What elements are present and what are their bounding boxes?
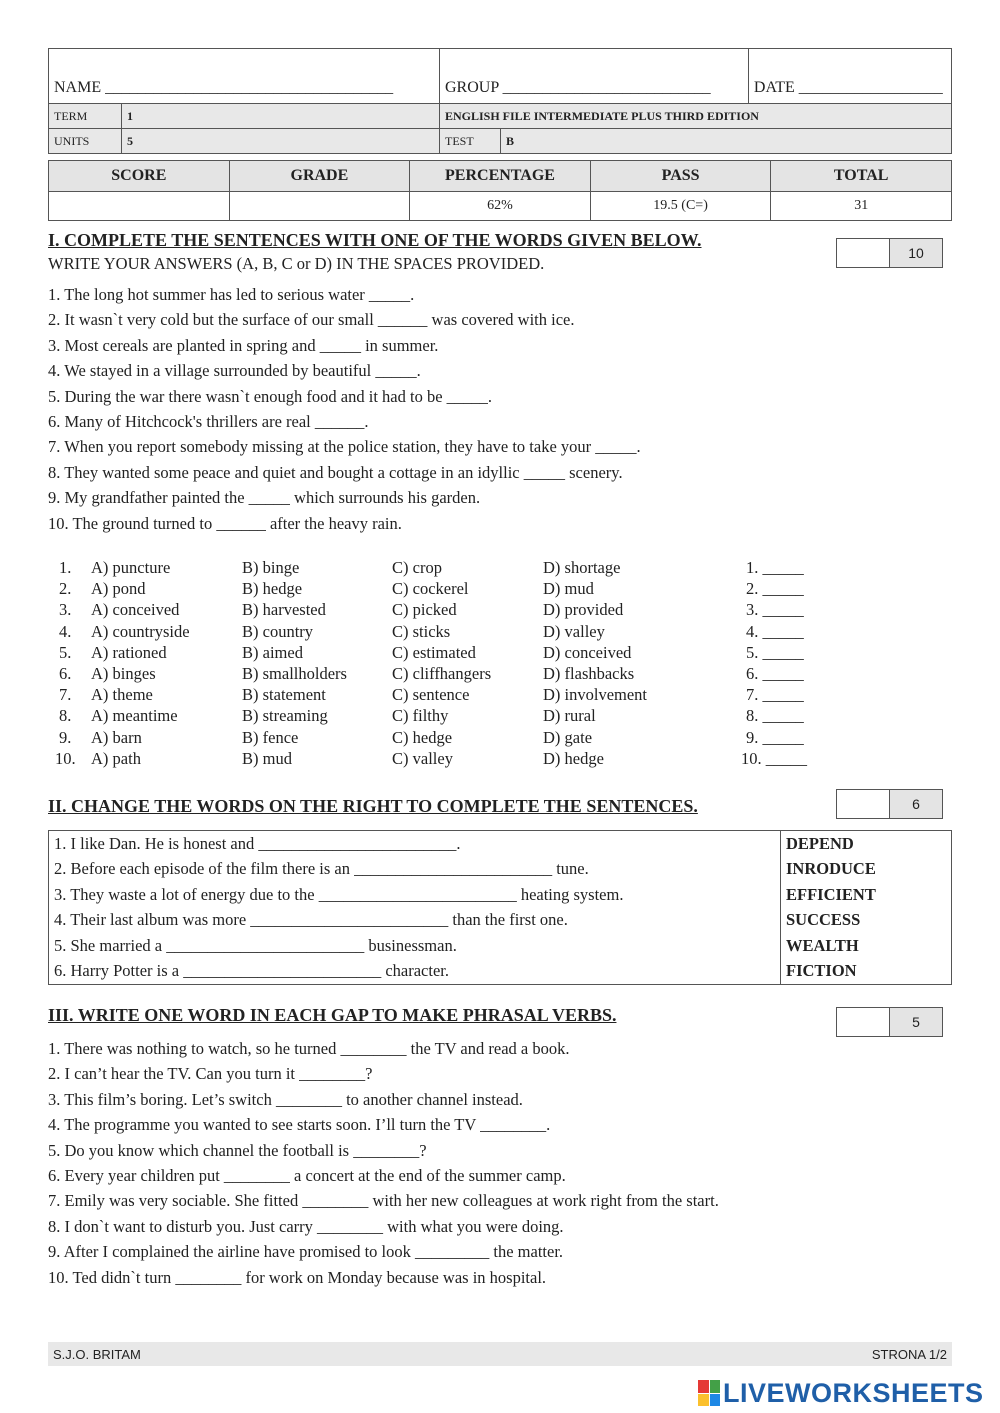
answer-blank[interactable]: 7. _____ [746,685,804,705]
sentence-item: 7. When you report somebody missing at the police station, they have to take your _____. [48,437,641,457]
word-formation-root: INRODUCE [781,857,952,883]
liveworksheets-logo-icon [698,1380,720,1406]
liveworksheets-logo-text: LIVEWORKSHEETS [723,1377,984,1408]
section-3-points: 5 [890,1008,942,1036]
sentence-item: 2. It wasn`t very cold but the surface of our small ______ was covered with ice. [48,310,575,330]
option-a: A) pond [91,579,146,599]
phrasal-verb-item[interactable]: 7. Emily was very sociable. She fitted ________ with her new colleagues at work right from the start. [48,1191,719,1211]
phrasal-verb-item[interactable]: 3. This film’s boring. Let’s switch ________ to another channel instead. [48,1089,523,1109]
word-formation-sentence[interactable]: 4. Their last album was more ________________________ than the first one. [49,908,781,934]
section-2-score-input[interactable] [837,790,890,818]
word-formation-sentence[interactable]: 3. They waste a lot of energy due to the ________________________ heating system. [49,882,781,908]
option-number: 9. [59,727,72,747]
liveworksheets-logo[interactable] [698,1377,984,1409]
date-label: DATE __________________ [753,79,943,96]
option-number: 1. [59,558,72,577]
section-1-sentences [48,282,641,536]
option-number: 4. [59,621,72,641]
option-number: 6. [59,663,72,683]
sentence-item: 1. The long hot summer has led to serious water _____. [48,285,415,304]
section-1-title: I. COMPLETE THE SENTENCES WITH ONE OF THE WORDS GIVEN BELOW. [48,230,702,250]
option-b: B) streaming [242,706,328,726]
sentence-item: 3. Most cereals are planted in spring and _____ in summer. [48,335,439,355]
option-c: C) filthy [392,706,449,726]
section-1-instruction: WRITE YOUR ANSWERS (A, B, C or D) IN THE SPACES PROVIDED. [48,254,545,273]
option-d: D) shortage [543,558,621,577]
name-field[interactable] [49,49,440,104]
option-b: B) hedge [242,579,303,599]
test-label: TEST [440,129,501,154]
units-value: 5 [122,129,440,154]
footer-page-number: STRONA 1/2 [871,1346,947,1362]
answer-blank[interactable]: 4. _____ [746,621,804,641]
pass-header: PASS [590,161,771,192]
word-formation-row [49,959,952,985]
section-1-points-box [836,238,943,268]
sentence-item: 9. My grandfather painted the _____ which surrounds his garden. [48,488,481,508]
option-d: D) conceived [543,642,632,662]
sentence-item: 8. They wanted some peace and quiet and bought a cottage in an idyllic _____ scenery. [48,462,623,482]
grade-header: GRADE [229,161,410,192]
word-formation-sentence[interactable]: 2. Before each episode of the film there is an ________________________ tune. [49,857,781,883]
phrasal-verb-item[interactable]: 6. Every year children put ________ a concert at the end of the summer camp. [48,1165,566,1185]
option-c: C) hedge [392,727,453,747]
group-label: GROUP __________________________ [445,79,711,96]
word-formation-row [49,857,952,883]
word-formation-root: WEALTH [781,933,952,959]
page-footer [48,1342,952,1366]
word-formation-row [49,908,952,934]
option-number: 3. [59,600,72,620]
option-c: C) sentence [392,685,470,705]
answer-blank[interactable]: 5. _____ [746,642,804,662]
phrasal-verb-item[interactable]: 5. Do you know which channel the football is ________? [48,1140,427,1160]
option-a: A) countryside [91,621,190,641]
option-d: D) gate [543,727,593,747]
option-d: D) provided [543,600,624,620]
section-1-points: 10 [890,239,942,267]
answer-blank[interactable]: 9. _____ [746,727,804,747]
option-a: A) binges [91,663,156,683]
option-d: D) flashbacks [543,663,635,683]
sentence-item: 6. Many of Hitchcock's thrillers are real ______. [48,411,369,431]
answer-blank[interactable]: 3. _____ [746,600,804,620]
option-b: B) fence [242,727,299,747]
section-2-title: II. CHANGE THE WORDS ON THE RIGHT TO COMPLETE THE SENTENCES. [48,796,698,816]
option-number: 2. [59,579,72,599]
option-d: D) mud [543,579,594,599]
total-header: TOTAL [771,161,952,192]
option-a: A) meantime [91,706,178,726]
phrasal-verb-item[interactable]: 8. I don`t want to disturb you. Just carry ________ with what you were doing. [48,1216,564,1236]
answer-blank[interactable]: 2. _____ [746,579,804,599]
word-formation-row [49,882,952,908]
option-c: C) sticks [392,621,451,641]
option-b: B) harvested [242,600,326,620]
option-a: A) path [91,748,141,768]
phrasal-verb-item[interactable]: 9. After I complained the airline have promised to look _________ the matter. [48,1242,564,1262]
option-d: D) hedge [543,748,604,768]
answer-blank[interactable]: 8. _____ [746,706,804,726]
total-value: 31 [771,192,952,221]
option-number: 10. [55,748,76,768]
sentence-item: 5. During the war there wasn`t enough food and it had to be _____. [48,386,493,406]
option-a: A) conceived [91,600,180,620]
option-c: C) estimated [392,642,476,662]
option-a: A) theme [91,685,153,705]
student-info-table [48,48,952,154]
word-formation-root: SUCCESS [781,908,952,934]
option-b: B) aimed [242,642,303,662]
percentage-value: 62% [410,192,591,221]
option-d: D) rural [543,706,596,726]
pass-value: 19.5 (C=) [590,192,771,221]
sentence-item: 10. The ground turned to ______ after the heavy rain. [48,513,402,533]
sentence-item: 4. We stayed in a village surrounded by beautiful _____. [48,361,421,381]
name-label: NAME ____________________________________ [54,79,394,96]
section-2-points-box [836,789,943,819]
test-value: B [501,129,952,154]
answer-blank[interactable]: 6. _____ [746,663,804,683]
phrasal-verb-item[interactable]: 4. The programme you wanted to see starts soon. I’ll turn the TV ________. [48,1115,551,1135]
phrasal-verb-item[interactable]: 1. There was nothing to watch, so he turned ________ the TV and read a book. [48,1039,570,1058]
section-3-sentences [48,1036,719,1290]
score-header: SCORE [49,161,230,192]
footer-school: S.J.O. BRITAM [53,1346,141,1362]
word-formation-row [49,831,952,857]
word-formation-root: DEPEND [781,831,952,857]
word-formation-root: EFFICIENT [781,882,952,908]
option-d: D) involvement [543,685,648,705]
group-field[interactable] [440,49,749,104]
option-d: D) valley [543,621,605,641]
option-c: C) cliffhangers [392,663,492,683]
option-b: B) binge [242,558,300,577]
word-formation-sentence[interactable]: 6. Harry Potter is a ________________________ character. [49,959,781,985]
word-formation-root: FICTION [781,959,952,985]
word-formation-sentence[interactable]: 1. I like Dan. He is honest and ________________________. [49,831,781,857]
word-formation-sentence[interactable]: 5. She married a ________________________ businessman. [49,933,781,959]
term-value: 1 [122,104,440,129]
answer-blank[interactable]: 1. _____ [746,558,804,577]
option-number: 8. [59,706,72,726]
term-label: TERM [49,104,122,129]
section-3-points-box [836,1007,943,1037]
option-b: B) smallholders [242,663,347,683]
option-a: A) rationed [91,642,167,662]
option-a: A) puncture [91,558,171,577]
answer-blank[interactable]: 10. _____ [741,748,807,768]
option-number: 7. [59,685,72,705]
option-c: C) picked [392,600,457,620]
option-c: C) crop [392,558,442,577]
option-c: C) valley [392,748,453,768]
grade-value[interactable] [229,192,410,221]
percentage-header: PERCENTAGE [410,161,591,192]
option-b: B) mud [242,748,292,768]
section-2-points: 6 [890,790,942,818]
phrasal-verb-item[interactable]: 2. I can’t hear the TV. Can you turn it ________? [48,1064,373,1084]
word-formation-table [48,830,952,985]
date-field[interactable] [748,49,951,104]
section-3-title: III. WRITE ONE WORD IN EACH GAP TO MAKE PHRASAL VERBS. [48,1005,617,1025]
score-value[interactable] [49,192,230,221]
option-b: B) country [242,621,314,641]
option-c: C) cockerel [392,579,469,599]
option-a: A) barn [91,727,142,747]
option-b: B) statement [242,685,326,705]
phrasal-verb-item[interactable]: 10. Ted didn`t turn ________ for work on Monday because was in hospital. [48,1267,547,1287]
book-title: ENGLISH FILE INTERMEDIATE PLUS THIRD EDITION [440,104,952,129]
section-1-score-input[interactable] [837,239,890,267]
word-formation-row [49,933,952,959]
option-number: 5. [59,642,72,662]
section-3-score-input[interactable] [837,1008,890,1036]
score-table [48,160,952,221]
units-label: UNITS [49,129,122,154]
